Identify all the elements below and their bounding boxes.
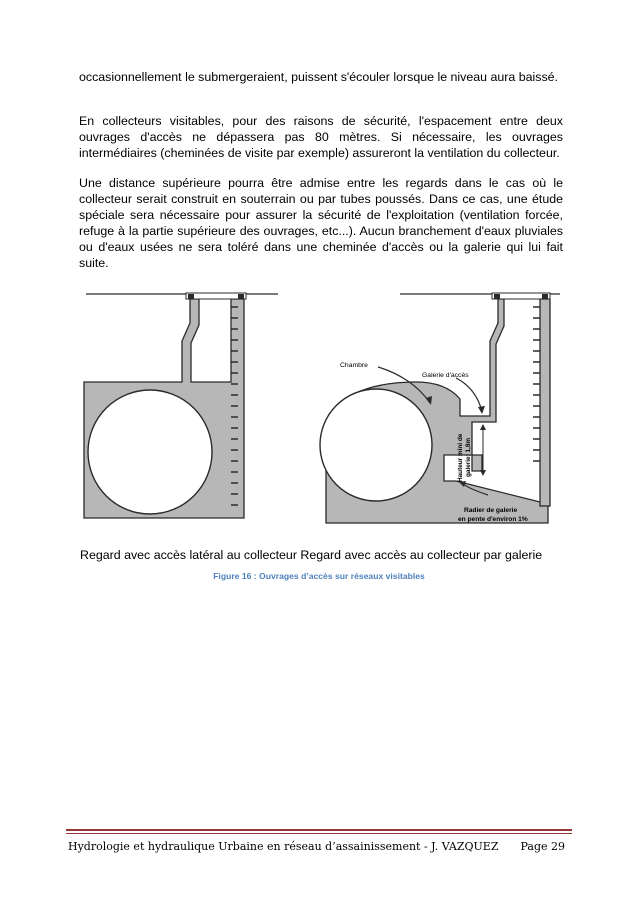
lateral-access-drawing: [84, 293, 278, 518]
access-structures-figure: [78, 285, 568, 530]
footer-rule-thin: [66, 833, 572, 834]
paragraph-1: occasionnellement le submergeraient, puissent s'écouler lorsque le niveau aura baissé.: [79, 70, 558, 84]
figure-title: Figure 16 : Ouvrages d’accès sur réseaux visitables: [213, 571, 425, 581]
footer-title: Hydrologie et hydraulique Urbaine en réseau d’assainissement - J. VAZQUEZ: [68, 840, 499, 853]
figure-caption: Regard avec accès latéral au collecteur Regard avec accès au collecteur par galerie: [80, 548, 543, 562]
label-radier-2: en pente d'environ 1%: [458, 516, 528, 523]
label-galerie: Galerie d'accès: [422, 372, 469, 379]
paragraph-3: Une distance supérieure pourra être admise entre les regards dans le cas où le collecteur serait construit en souterrain ou par tubes poussés. Dans ce cas, une étude spéciale sera nécessaire pour assurer la sécurité de l'exploitation (ventilation forcée, refuge à la partie supérieure des ouvrages, etc...). Aucun branchement d'eaux pluviales ou d'eaux usées ne sera toléré dans une cheminée d'accès ou la galerie qui lui fait suite.: [79, 176, 563, 270]
footer-rule-thick: [66, 829, 572, 831]
label-hauteur-1: Hauteur mini de: [457, 433, 464, 482]
paragraph-2: En collecteurs visitables, pour des raisons de sécurité, l'espacement entre deux ouvrages d'accès ne dépassera pas 80 mètres. Si nécessaire, les ouvrages intermédiaires (cheminées de visite par exemple) assureront la ventilation du collecteur.: [79, 114, 563, 160]
label-hauteur-2: galerie: 1,8m: [465, 437, 472, 477]
gallery-access-drawing: [320, 293, 560, 523]
page-number: Page 29: [520, 840, 565, 853]
label-radier-1: Radier de galerie: [464, 507, 518, 514]
label-chambre: Chambre: [340, 362, 368, 369]
